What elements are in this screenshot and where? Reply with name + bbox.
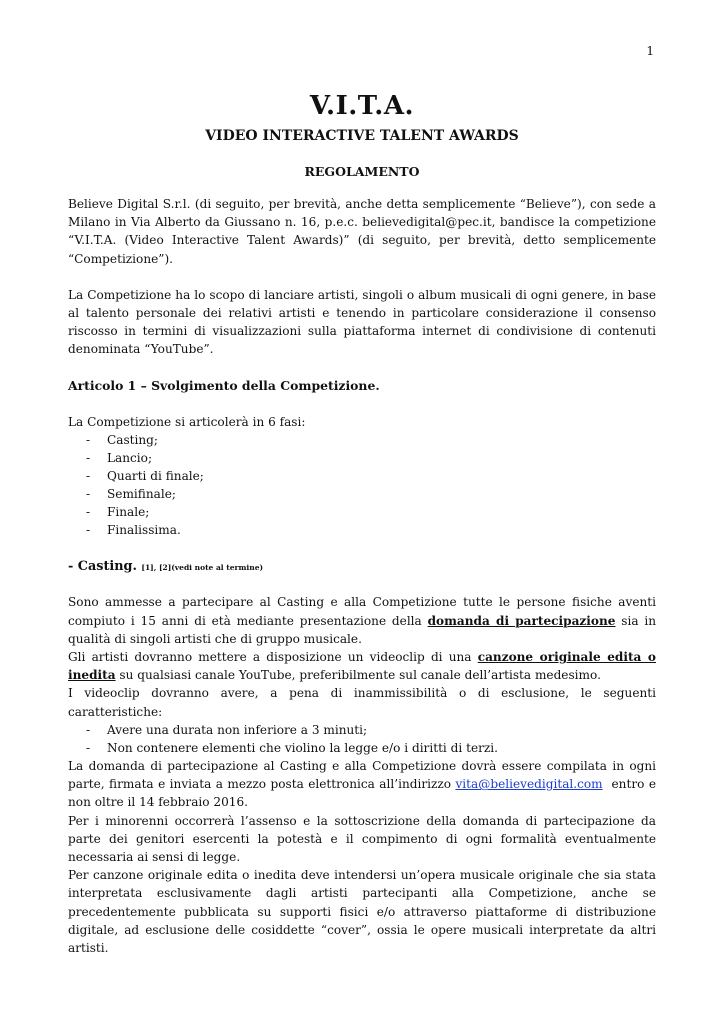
casting-note: [1], [2](vedi note al termine) — [141, 563, 264, 573]
application-form-link[interactable]: domanda di partecipazione — [427, 613, 616, 628]
document-title: V.I.T.A. — [309, 91, 415, 121]
videoclip-text-start: Gli artisti dovranno mettere a disposizione un videoclip di una — [68, 650, 478, 664]
list-item: - Quarti di finale; — [86, 467, 656, 485]
phases-intro: La Competizione si articolerà in 6 fasi: — [68, 414, 306, 429]
list-item: - Casting; — [86, 431, 656, 449]
eligibility-text-end: sia in qualità di singoli artisti che di gruppo musicale. — [68, 613, 656, 646]
list-item: - Finalissima. — [86, 521, 656, 539]
email-link[interactable]: vita@believedigital.com — [455, 777, 603, 792]
intro-paragraph: Believe Digital S.r.l. (di seguito, per brevità, anche detta semplicemente “Believe”), con sede a Milano in Via Alberto da Giussano n. 16, p.e.c. believedigital@pec.it, bandisce la competizione “V.I.T.A. (Video Interactive Talent Awards)” (di seguito, per brevità, detto semplicemente “Competizione”). — [68, 197, 656, 266]
original-song-link[interactable]: canzone originale edita o inedita — [68, 650, 656, 683]
page-number: 1 — [646, 44, 654, 58]
scope-paragraph: La Competizione ha lo scopo di lanciare artisti, singoli o album musicali di ogni genere, in base al talento personale dei relativi artisti e tenendo in particolare considerazione il consenso riscosso in termini di visualizzazioni sulla piattaforma internet di condivisione di contenuti denominata “YouTube”. — [68, 287, 656, 357]
original-song-definition-paragraph: Per canzone originale edita o inedita deve intendersi un’opera musicale originale che sia stata interpretata esclusivamente dagli artisti partecipanti alla Competizione, anche se precedentemente pubblicata su supporti fisici e/o attraverso piattaforme di distribuzione digitale, ad esclusione delle cosiddette “cover”, ossia le opere musicali interpretate da altri artisti. — [68, 868, 656, 956]
eligibility-text-start: Sono ammesse a partecipare al Casting e alla Competizione tutte le persone fisiche aventi compiuto i 15 anni di età mediante presentazione della — [68, 595, 656, 628]
minors-paragraph: Per i minorenni occorrerà l’assenso e la sottoscrizione della domanda di partecipazione da parte dei genitori esercenti la potestà e il compimento di ogni formalità eventualmente necessaria ai sensi di legge. — [68, 813, 656, 865]
list-item: - Finale; — [86, 503, 656, 521]
list-item: - Lancio; — [86, 449, 656, 467]
list-item: - Avere una durata non inferiore a 3 minuti; — [86, 721, 656, 739]
casting-heading — [68, 557, 656, 578]
casting-body — [68, 593, 660, 957]
application-text-end: entro e non oltre il 14 febbraio 2016. — [68, 777, 660, 810]
list-item: - Semifinale; — [86, 485, 656, 503]
requirements-list — [68, 721, 656, 757]
requirements-intro: I videoclip dovranno avere, a pena di inammissibilità o di esclusione, le seguenti caratteristiche: — [68, 686, 656, 719]
casting-heading-label: - Casting. — [68, 559, 137, 575]
videoclip-paragraph — [68, 648, 656, 684]
document-subtitle: VIDEO INTERACTIVE TALENT AWARDS — [205, 128, 519, 144]
application-paragraph — [68, 757, 660, 812]
phases-list — [68, 431, 656, 540]
section-heading-regolamento: REGOLAMENTO — [304, 164, 420, 179]
list-item: - Non contenere elementi che violino la legge e/o i diritti di terzi. — [86, 739, 656, 757]
videoclip-text-end: su qualsiasi canale YouTube, preferibilmente sul canale dell’artista medesimo. — [115, 668, 601, 683]
application-text-start: La domanda di partecipazione al Casting e alla Competizione dovrà essere compilata in ogni parte, firmata e inviata a mezzo posta elettronica all’indirizzo — [68, 759, 656, 792]
eligibility-paragraph — [68, 593, 656, 648]
article-1-title: Articolo 1 – Svolgimento della Competizione. — [68, 377, 380, 393]
